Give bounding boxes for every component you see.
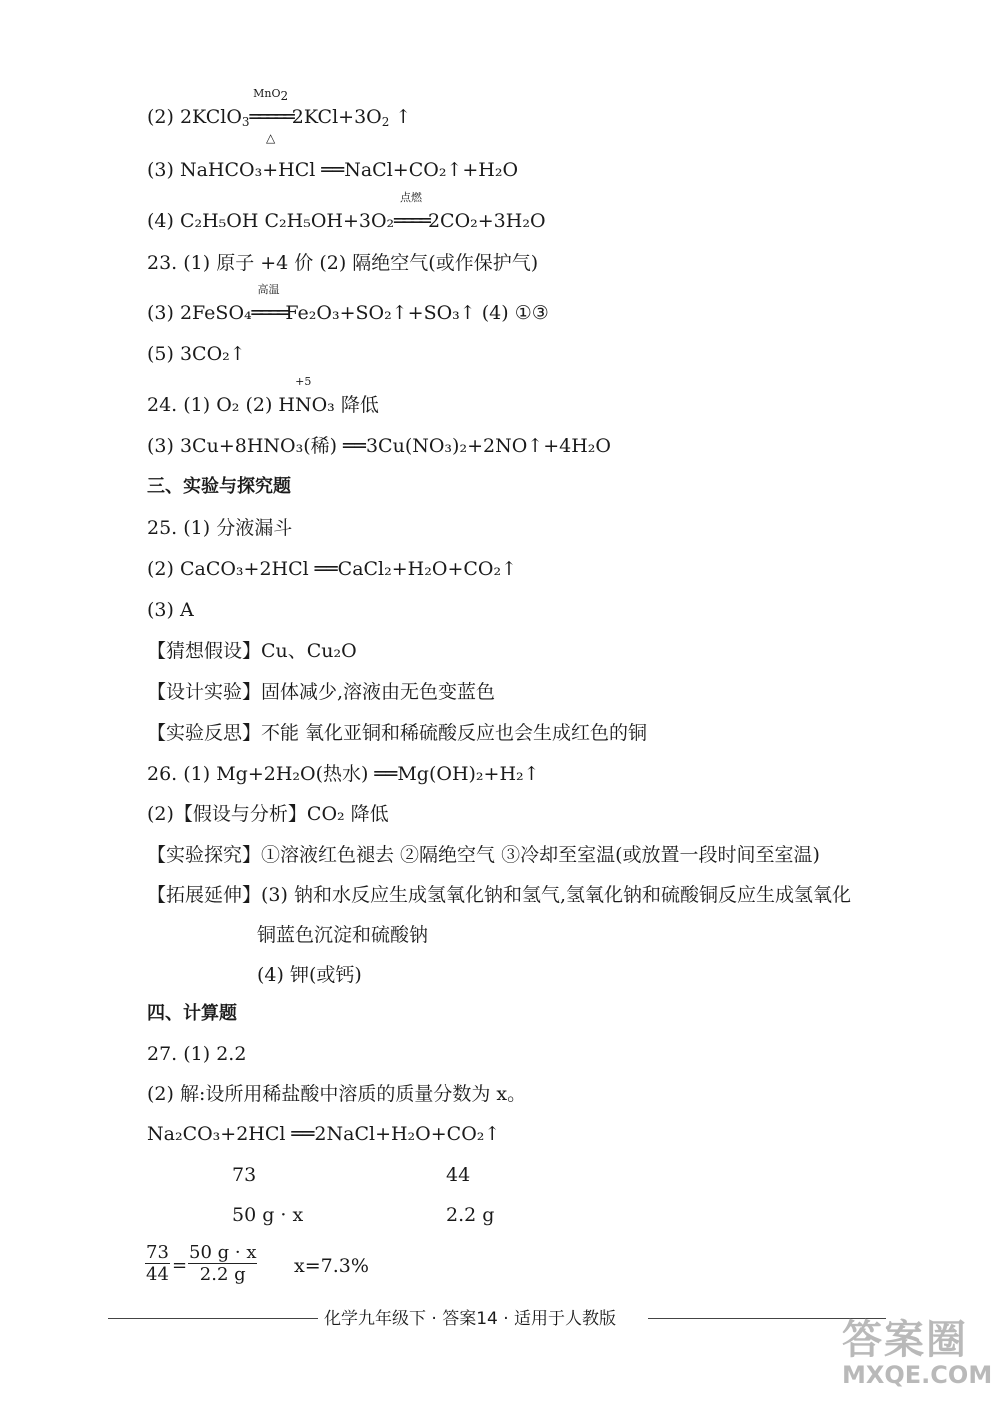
- answer-line-design: 【设计实验】固体减少,溶液由无色变蓝色: [147, 681, 496, 703]
- section-heading-experiment: 三、实验与探究题: [147, 476, 291, 497]
- section-heading-calculation: 四、计算题: [147, 1003, 237, 1024]
- answer-line-22-4: (4) C₂H₅OH C₂H₅OH+3O₂ 点燃 ════2CO₂+3H₂O: [147, 191, 546, 232]
- answer-line-22-2: (2) 2KClO$_3$ MnO$_2$ ═════ △ $2KCl+3O_2$ ↑: [147, 87, 412, 145]
- answer-line-24-3: (3) 3Cu+8HNO₃(稀) ══3Cu(NO₃)₂+2NO↑+4H₂O: [147, 435, 611, 457]
- result: x=7.3%: [294, 1255, 369, 1277]
- proportion-left: $\frac{73}{44}$: [146, 1242, 169, 1285]
- watermark-logo: 答案圈 MXQE.COM: [842, 1317, 993, 1389]
- answer-line-23-3: (3) 2FeSO₄ 高温 ════Fe₂O₃+SO₂↑+SO₃↑ (4) ①③: [147, 283, 549, 324]
- answer-line-25-3: (3) A: [147, 599, 194, 621]
- answer-line-26-1: 26. (1) Mg+2H₂O(热水) ══Mg(OH)₂+H₂↑: [147, 763, 540, 785]
- reaction-condition: 点燃 ════: [394, 191, 428, 232]
- answer-line-23-5: (5) 3CO₂↑: [147, 343, 246, 365]
- mass-hcl: 50 g · x: [232, 1204, 304, 1226]
- footer-rule-left: [108, 1318, 318, 1319]
- answer-line-23-1: 23. (1) 原子 +4 价 (2) 隔绝空气(或作保护气): [147, 252, 539, 274]
- proportion-equals: =: [172, 1255, 188, 1276]
- proportion-right: $\frac{50 g \cdot x}{2.2 g}$: [189, 1242, 257, 1285]
- answer-line-25-2: (2) CaCO₃+2HCl ══CaCl₂+H₂O+CO₂↑: [147, 558, 518, 580]
- answer-line-26-2: (2)【假设与分析】CO₂ 降低: [147, 803, 389, 825]
- reaction-condition: MnO$_2$ ═════ △: [249, 87, 292, 145]
- answer-line-24-1: 24. (1) O₂ (2) H +5 NO₃ 降低: [147, 375, 379, 416]
- reaction-condition: 高温 ════: [251, 283, 286, 324]
- answer-line-27-2: (2) 解:设所用稀盐酸中溶质的质量分数为 x。: [147, 1083, 527, 1105]
- answer-line-reflection: 【实验反思】不能 氧化亚铜和稀硫酸反应也会生成红色的铜: [147, 722, 648, 744]
- answer-line-extension: 【拓展延伸】(3) 钠和水反应生成氢氧化钠和氢气,氢氧化钠和硫酸铜反应生成氢氧化: [147, 884, 851, 906]
- mass-co2: 2.2 g: [446, 1204, 495, 1226]
- answer-line-extension-cont: 铜蓝色沉淀和硫酸钠: [257, 924, 429, 946]
- answer-line-27-1: 27. (1) 2.2: [147, 1043, 247, 1065]
- answer-line-25-1: 25. (1) 分液漏斗: [147, 517, 293, 539]
- page-footer: 化学九年级下 · 答案14 · 适用于人教版: [324, 1309, 617, 1329]
- molar-mass-co2: 44: [446, 1164, 471, 1186]
- reaction-equation: Na₂CO₃+2HCl ══2NaCl+H₂O+CO₂↑: [147, 1123, 501, 1145]
- answer-line-22-3: (3) NaHCO₃+HCl ══NaCl+CO₂↑+H₂O: [147, 159, 519, 181]
- answer-line-extension-4: (4) 钾(或钙): [257, 964, 362, 986]
- answer-line-inquiry: 【实验探究】①溶液红色褪去 ②隔绝空气 ③冷却至室温(或放置一段时间至室温): [147, 844, 820, 866]
- answer-line-hypothesis: 【猜想假设】Cu、Cu₂O: [147, 640, 357, 662]
- molar-mass-hcl: 73: [232, 1164, 257, 1186]
